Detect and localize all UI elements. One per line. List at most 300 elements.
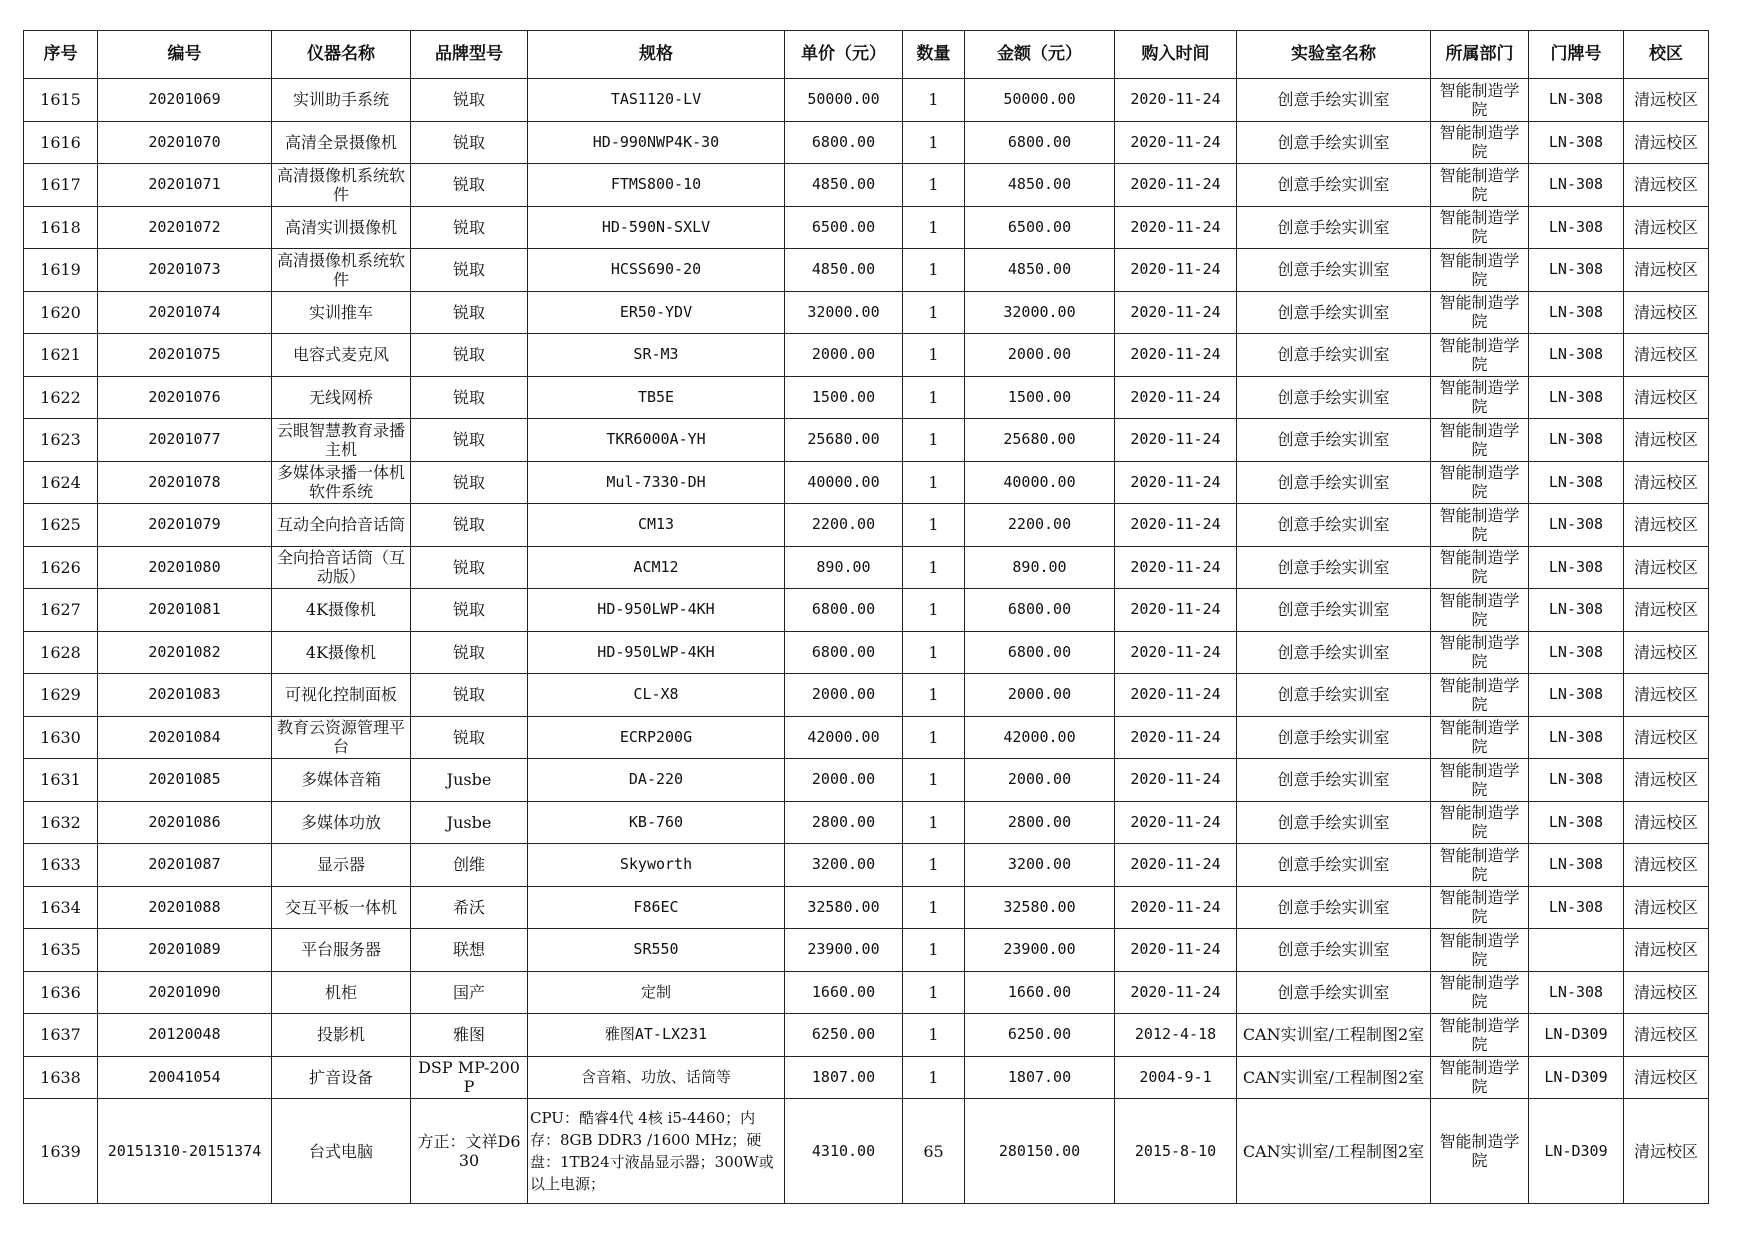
cell-lab-name <box>1237 376 1431 419</box>
cell-campus: 清远校区 <box>1624 1099 1709 1204</box>
cell-campus: 清远校区 <box>1624 759 1709 802</box>
cell-brand: 希沃 <box>411 886 528 929</box>
cell-name-text: 高清实训摄像机 <box>284 217 397 237</box>
cell-name-text: 全向拾音话筒（互动版） <box>276 548 405 587</box>
cell-code: 20201081 <box>98 589 272 632</box>
cell-lab-name <box>1237 164 1431 207</box>
cell-brand: 锐取 <box>411 504 528 547</box>
cell-name-text: 交互平板一体机 <box>284 897 397 917</box>
cell-campus: 清远校区 <box>1624 334 1709 377</box>
cell-name <box>272 631 411 674</box>
cell-brand: 锐取 <box>411 546 528 589</box>
cell-department <box>1431 589 1529 632</box>
cell-name <box>272 164 411 207</box>
cell-lab-name-text: 创意手绘实训室 <box>1277 217 1390 237</box>
cell-purchase-date: 2020-11-24 <box>1115 504 1237 547</box>
cell-quantity: 1 <box>903 504 965 547</box>
cell-room: LN-308 <box>1529 334 1624 377</box>
cell-lab-name-text: 创意手绘实训室 <box>1277 132 1390 152</box>
cell-index: 1625 <box>24 504 98 547</box>
cell-campus: 清远校区 <box>1624 419 1709 462</box>
table-row <box>24 1056 1709 1099</box>
cell-purchase-date: 2020-11-24 <box>1115 971 1237 1014</box>
cell-name <box>272 716 411 759</box>
cell-room: LN-308 <box>1529 504 1624 547</box>
cell-room: LN-308 <box>1529 759 1624 802</box>
cell-name <box>272 971 411 1014</box>
col-header-purchase-date: 购入时间 <box>1115 31 1237 79</box>
cell-department <box>1431 971 1529 1014</box>
cell-lab-name-text: 创意手绘实训室 <box>1277 90 1390 110</box>
cell-spec: ER50-YDV <box>528 291 785 334</box>
cell-unit-price: 6250.00 <box>785 1014 903 1057</box>
cell-lab-name-text: 创意手绘实训室 <box>1277 472 1390 492</box>
cell-index: 1621 <box>24 334 98 377</box>
cell-index: 1638 <box>24 1056 98 1099</box>
cell-spec: TAS1120-LV <box>528 79 785 122</box>
cell-unit-price: 50000.00 <box>785 79 903 122</box>
cell-room: LN-308 <box>1529 801 1624 844</box>
cell-quantity: 1 <box>903 971 965 1014</box>
cell-quantity: 1 <box>903 716 965 759</box>
cell-name-text: 多媒体功放 <box>300 812 381 832</box>
cell-brand: 雅图 <box>411 1014 528 1057</box>
cell-index: 1623 <box>24 419 98 462</box>
cell-purchase-date: 2020-11-24 <box>1115 716 1237 759</box>
cell-amount: 1500.00 <box>965 376 1115 419</box>
cell-department-text: 智能制造学院 <box>1439 80 1520 119</box>
cell-purchase-date: 2020-11-24 <box>1115 461 1237 504</box>
cell-spec: SR-M3 <box>528 334 785 377</box>
cell-lab-name <box>1237 886 1431 929</box>
cell-lab-name <box>1237 504 1431 547</box>
cell-department-text: 智能制造学院 <box>1439 845 1520 884</box>
cell-department <box>1431 546 1529 589</box>
cell-index: 1631 <box>24 759 98 802</box>
cell-spec: FTMS800-10 <box>528 164 785 207</box>
cell-code: 20201072 <box>98 206 272 249</box>
cell-lab-name-text: 创意手绘实训室 <box>1277 770 1390 790</box>
cell-amount: 42000.00 <box>965 716 1115 759</box>
table-row <box>24 419 1709 462</box>
cell-department-text: 智能制造学院 <box>1439 548 1520 587</box>
table-row <box>24 291 1709 334</box>
cell-index: 1633 <box>24 844 98 887</box>
cell-amount: 40000.00 <box>965 461 1115 504</box>
cell-name-text: 互动全向拾音话筒 <box>276 515 405 535</box>
cell-spec: CL-X8 <box>528 674 785 717</box>
table-row <box>24 334 1709 377</box>
cell-code: 20201088 <box>98 886 272 929</box>
cell-unit-price: 2800.00 <box>785 801 903 844</box>
cell-lab-name-text: 创意手绘实训室 <box>1277 982 1390 1002</box>
table-row <box>24 589 1709 632</box>
cell-quantity: 1 <box>903 759 965 802</box>
cell-room: LN-308 <box>1529 79 1624 122</box>
table-row <box>24 504 1709 547</box>
cell-campus: 清远校区 <box>1624 801 1709 844</box>
cell-unit-price: 1660.00 <box>785 971 903 1014</box>
cell-department <box>1431 461 1529 504</box>
cell-department-text: 智能制造学院 <box>1439 1015 1520 1054</box>
cell-amount: 23900.00 <box>965 929 1115 972</box>
table-row <box>24 1014 1709 1057</box>
cell-room: LN-308 <box>1529 886 1624 929</box>
cell-amount: 25680.00 <box>965 419 1115 462</box>
cell-brand: 锐取 <box>411 674 528 717</box>
cell-room: LN-308 <box>1529 589 1624 632</box>
cell-department <box>1431 929 1529 972</box>
cell-quantity: 1 <box>903 1014 965 1057</box>
cell-spec: HD-990NWP4K-30 <box>528 121 785 164</box>
cell-brand: 锐取 <box>411 121 528 164</box>
cell-department-text: 智能制造学院 <box>1439 803 1520 842</box>
cell-code: 20201077 <box>98 419 272 462</box>
cell-purchase-date: 2020-11-24 <box>1115 886 1237 929</box>
cell-brand: 锐取 <box>411 206 528 249</box>
col-header-amount: 金额（元） <box>965 31 1115 79</box>
cell-department-text: 智能制造学院 <box>1439 633 1520 672</box>
cell-lab-name <box>1237 419 1431 462</box>
cell-department-text: 智能制造学院 <box>1439 420 1520 459</box>
cell-lab-name <box>1237 546 1431 589</box>
cell-purchase-date: 2020-11-24 <box>1115 376 1237 419</box>
cell-name <box>272 461 411 504</box>
cell-campus: 清远校区 <box>1624 844 1709 887</box>
cell-quantity: 1 <box>903 461 965 504</box>
cell-purchase-date: 2020-11-24 <box>1115 759 1237 802</box>
cell-purchase-date: 2020-11-24 <box>1115 249 1237 292</box>
cell-campus: 清远校区 <box>1624 206 1709 249</box>
cell-department-text: 智能制造学院 <box>1439 293 1520 332</box>
cell-department <box>1431 121 1529 164</box>
cell-department: 智能制造学院 <box>1431 1099 1529 1204</box>
cell-department <box>1431 79 1529 122</box>
cell-lab-name <box>1237 971 1431 1014</box>
cell-department <box>1431 504 1529 547</box>
cell-brand: 联想 <box>411 929 528 972</box>
cell-code: 20201083 <box>98 674 272 717</box>
cell-name <box>272 674 411 717</box>
cell-brand: 锐取 <box>411 419 528 462</box>
cell-room: LN-308 <box>1529 291 1624 334</box>
cell-name <box>272 929 411 972</box>
cell-purchase-date: 2020-11-24 <box>1115 631 1237 674</box>
cell-unit-price: 1500.00 <box>785 376 903 419</box>
cell-department <box>1431 716 1529 759</box>
cell-name <box>272 504 411 547</box>
table-row <box>24 844 1709 887</box>
table-row <box>24 249 1709 292</box>
cell-room: LN-308 <box>1529 631 1624 674</box>
cell-campus: 清远校区 <box>1624 291 1709 334</box>
cell-lab-name <box>1237 291 1431 334</box>
cell-lab-name-text: 创意手绘实训室 <box>1277 855 1390 875</box>
cell-brand: 锐取 <box>411 164 528 207</box>
cell-department-text: 智能制造学院 <box>1439 463 1520 502</box>
cell-name-text: 4K摄像机 <box>305 642 377 662</box>
cell-unit-price: 4850.00 <box>785 164 903 207</box>
cell-purchase-date: 2020-11-24 <box>1115 121 1237 164</box>
cell-spec: HCSS690-20 <box>528 249 785 292</box>
col-header-room: 门牌号 <box>1529 31 1624 79</box>
table-row <box>24 929 1709 972</box>
cell-room: LN-308 <box>1529 419 1624 462</box>
cell-unit-price: 4850.00 <box>785 249 903 292</box>
cell-name-text: 多媒体录播一体机软件系统 <box>276 463 405 502</box>
cell-code: 20201078 <box>98 461 272 504</box>
cell-code: 20201073 <box>98 249 272 292</box>
cell-name-text: 平台服务器 <box>300 940 381 960</box>
cell-index: 1639 <box>24 1099 98 1204</box>
cell-quantity: 1 <box>903 334 965 377</box>
cell-lab-name-text: CAN实训室/工程制图2室 <box>1242 1067 1425 1087</box>
cell-name <box>272 419 411 462</box>
cell-purchase-date: 2020-11-24 <box>1115 164 1237 207</box>
cell-name-text: 机柜 <box>324 982 357 1002</box>
cell-campus: 清远校区 <box>1624 504 1709 547</box>
cell-spec: CPU：酷睿4代 4核 i5-4460；内存：8GB DDR3 /1600 MHz；硬盘：1TB24寸液晶显示器；300W或以上电源； <box>528 1099 785 1204</box>
cell-code: 20201069 <box>98 79 272 122</box>
equipment-sheet <box>23 30 1709 1204</box>
cell-room: LN-308 <box>1529 716 1624 759</box>
cell-index: 1626 <box>24 546 98 589</box>
cell-code: 20201070 <box>98 121 272 164</box>
cell-department <box>1431 801 1529 844</box>
cell-unit-price: 6800.00 <box>785 589 903 632</box>
cell-amount: 32580.00 <box>965 886 1115 929</box>
cell-department-text: 智能制造学院 <box>1439 888 1520 927</box>
cell-quantity: 1 <box>903 164 965 207</box>
cell-spec: HD-590N-SXLV <box>528 206 785 249</box>
cell-campus: 清远校区 <box>1624 461 1709 504</box>
cell-index: 1615 <box>24 79 98 122</box>
cell-lab-name <box>1237 1014 1431 1057</box>
cell-unit-price: 2200.00 <box>785 504 903 547</box>
cell-quantity: 1 <box>903 674 965 717</box>
cell-lab-name <box>1237 79 1431 122</box>
cell-code: 20201087 <box>98 844 272 887</box>
cell-amount: 1660.00 <box>965 971 1115 1014</box>
cell-amount: 6800.00 <box>965 121 1115 164</box>
cell-amount: 2000.00 <box>965 674 1115 717</box>
cell-spec: Skyworth <box>528 844 785 887</box>
cell-department <box>1431 674 1529 717</box>
table-row <box>24 631 1709 674</box>
cell-quantity: 1 <box>903 631 965 674</box>
cell-index: 1617 <box>24 164 98 207</box>
cell-room: LN-D309 <box>1529 1056 1624 1099</box>
cell-unit-price: 42000.00 <box>785 716 903 759</box>
cell-amount: 32000.00 <box>965 291 1115 334</box>
cell-lab-name <box>1237 206 1431 249</box>
cell-code: 20201079 <box>98 504 272 547</box>
cell-department-text: 智能制造学院 <box>1439 165 1520 204</box>
table-row <box>24 164 1709 207</box>
cell-index: 1616 <box>24 121 98 164</box>
cell-unit-price: 40000.00 <box>785 461 903 504</box>
cell-lab-name <box>1237 631 1431 674</box>
cell-spec: 雅图AT-LX231 <box>528 1014 785 1057</box>
col-header-department: 所属部门 <box>1431 31 1529 79</box>
cell-unit-price: 890.00 <box>785 546 903 589</box>
cell-brand: DSP MP-200P <box>411 1056 528 1099</box>
cell-campus: 清远校区 <box>1624 79 1709 122</box>
cell-quantity: 1 <box>903 121 965 164</box>
cell-unit-price: 1807.00 <box>785 1056 903 1099</box>
cell-quantity: 1 <box>903 546 965 589</box>
cell-name <box>272 79 411 122</box>
cell-room: LN-308 <box>1529 844 1624 887</box>
table-row <box>24 1099 1709 1204</box>
cell-spec: SR550 <box>528 929 785 972</box>
cell-quantity: 65 <box>903 1099 965 1204</box>
cell-department-text: 智能制造学院 <box>1439 1058 1520 1097</box>
cell-name-text: 高清全景摄像机 <box>284 132 397 152</box>
cell-department-text: 智能制造学院 <box>1439 123 1520 162</box>
cell-campus: 清远校区 <box>1624 1014 1709 1057</box>
cell-department <box>1431 249 1529 292</box>
cell-department <box>1431 334 1529 377</box>
cell-lab-name <box>1237 461 1431 504</box>
cell-index: 1632 <box>24 801 98 844</box>
cell-department-text: 智能制造学院 <box>1439 930 1520 969</box>
cell-unit-price: 2000.00 <box>785 334 903 377</box>
cell-index: 1622 <box>24 376 98 419</box>
table-row <box>24 971 1709 1014</box>
table-row <box>24 546 1709 589</box>
table-row <box>24 206 1709 249</box>
cell-purchase-date: 2020-11-24 <box>1115 419 1237 462</box>
cell-brand: 锐取 <box>411 631 528 674</box>
cell-lab-name-text: 创意手绘实训室 <box>1277 387 1390 407</box>
cell-lab-name-text: 创意手绘实训室 <box>1277 600 1390 620</box>
cell-purchase-date: 2020-11-24 <box>1115 79 1237 122</box>
cell-department <box>1431 844 1529 887</box>
col-header-quantity: 数量 <box>903 31 965 79</box>
cell-purchase-date: 2020-11-24 <box>1115 589 1237 632</box>
cell-department-text: 智能制造学院 <box>1439 208 1520 247</box>
cell-name <box>272 759 411 802</box>
cell-room: LN-D309 <box>1529 1099 1624 1204</box>
table-row <box>24 716 1709 759</box>
cell-name <box>272 334 411 377</box>
cell-department-text: 智能制造学院 <box>1439 335 1520 374</box>
cell-amount: 6250.00 <box>965 1014 1115 1057</box>
cell-spec: CM13 <box>528 504 785 547</box>
table-body <box>24 79 1709 1204</box>
cell-purchase-date: 2020-11-24 <box>1115 334 1237 377</box>
cell-department <box>1431 164 1529 207</box>
cell-purchase-date: 2020-11-24 <box>1115 546 1237 589</box>
cell-name-text: 扩音设备 <box>308 1067 373 1087</box>
cell-code: 20201076 <box>98 376 272 419</box>
table-row <box>24 801 1709 844</box>
col-header-unit-price: 单价（元） <box>785 31 903 79</box>
cell-amount: 4850.00 <box>965 249 1115 292</box>
cell-code: 20201071 <box>98 164 272 207</box>
cell-quantity: 1 <box>903 419 965 462</box>
cell-brand: 锐取 <box>411 79 528 122</box>
cell-campus: 清远校区 <box>1624 546 1709 589</box>
cell-department-text: 智能制造学院 <box>1439 718 1520 757</box>
table-row <box>24 376 1709 419</box>
cell-unit-price: 2000.00 <box>785 759 903 802</box>
col-header-index: 序号 <box>24 31 98 79</box>
cell-amount: 2000.00 <box>965 759 1115 802</box>
cell-name-text: 多媒体音箱 <box>300 770 381 790</box>
cell-purchase-date: 2004-9-1 <box>1115 1056 1237 1099</box>
cell-lab-name <box>1237 844 1431 887</box>
cell-index: 1637 <box>24 1014 98 1057</box>
cell-lab-name-text: 创意手绘实训室 <box>1277 175 1390 195</box>
cell-brand: 锐取 <box>411 589 528 632</box>
cell-lab-name <box>1237 674 1431 717</box>
col-header-code: 编号 <box>98 31 272 79</box>
cell-name <box>272 844 411 887</box>
cell-name-text: 显示器 <box>316 855 365 875</box>
cell-unit-price: 6500.00 <box>785 206 903 249</box>
cell-department-text: 智能制造学院 <box>1439 760 1520 799</box>
cell-amount: 6800.00 <box>965 589 1115 632</box>
cell-name-text: 电容式麦克风 <box>292 345 389 365</box>
cell-department-text: 智能制造学院 <box>1439 973 1520 1012</box>
cell-lab-name: CAN实训室/工程制图2室 <box>1237 1099 1431 1204</box>
cell-quantity: 1 <box>903 929 965 972</box>
cell-unit-price: 6800.00 <box>785 121 903 164</box>
table-row <box>24 674 1709 717</box>
cell-index: 1624 <box>24 461 98 504</box>
cell-lab-name-text: 创意手绘实训室 <box>1277 897 1390 917</box>
cell-room: LN-308 <box>1529 121 1624 164</box>
cell-quantity: 1 <box>903 376 965 419</box>
cell-room: LN-D309 <box>1529 1014 1624 1057</box>
cell-department-text: 智能制造学院 <box>1439 675 1520 714</box>
cell-name <box>272 546 411 589</box>
cell-name <box>272 206 411 249</box>
cell-brand: Jusbe <box>411 759 528 802</box>
cell-name <box>272 1014 411 1057</box>
cell-code: 20201086 <box>98 801 272 844</box>
cell-amount: 50000.00 <box>965 79 1115 122</box>
cell-lab-name-text: 创意手绘实训室 <box>1277 260 1390 280</box>
cell-name <box>272 291 411 334</box>
cell-amount: 6800.00 <box>965 631 1115 674</box>
cell-index: 1618 <box>24 206 98 249</box>
cell-amount: 280150.00 <box>965 1099 1115 1204</box>
cell-campus: 清远校区 <box>1624 164 1709 207</box>
cell-spec: F86EC <box>528 886 785 929</box>
cell-lab-name-text: 创意手绘实训室 <box>1277 812 1390 832</box>
cell-lab-name-text: 创意手绘实训室 <box>1277 430 1390 450</box>
cell-code: 20041054 <box>98 1056 272 1099</box>
cell-brand: 锐取 <box>411 249 528 292</box>
cell-lab-name <box>1237 716 1431 759</box>
cell-index: 1634 <box>24 886 98 929</box>
cell-code: 20151310-20151374 <box>98 1099 272 1204</box>
cell-spec: 含音箱、功放、话筒等 <box>528 1056 785 1099</box>
cell-department-text: 智能制造学院 <box>1439 590 1520 629</box>
cell-index: 1620 <box>24 291 98 334</box>
cell-amount: 1807.00 <box>965 1056 1115 1099</box>
cell-room: LN-308 <box>1529 674 1624 717</box>
equipment-table <box>23 30 1709 1204</box>
cell-lab-name <box>1237 929 1431 972</box>
cell-room: LN-308 <box>1529 546 1624 589</box>
cell-purchase-date: 2015-8-10 <box>1115 1099 1237 1204</box>
cell-name <box>272 886 411 929</box>
cell-unit-price: 6800.00 <box>785 631 903 674</box>
